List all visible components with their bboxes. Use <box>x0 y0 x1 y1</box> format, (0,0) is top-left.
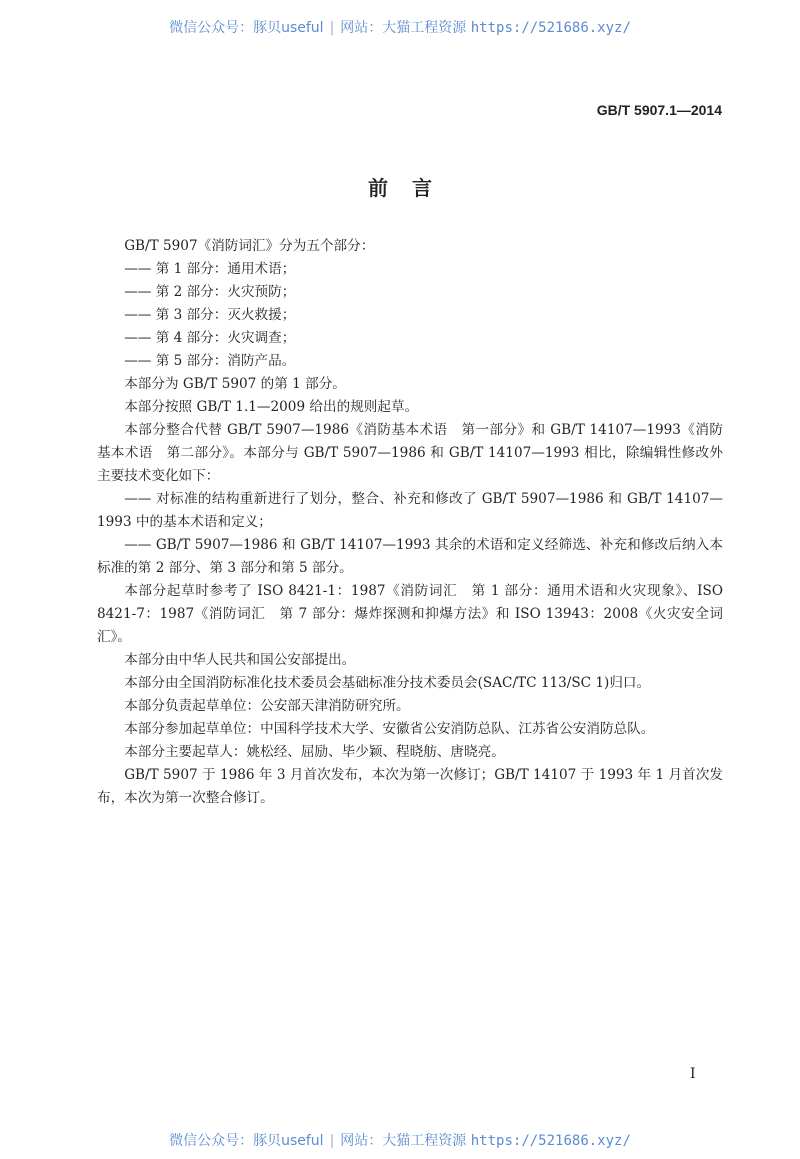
list-item: —— 第 1 部分：通用术语； <box>124 261 296 277</box>
list-item: —— GB/T 5907—1986 和 GB/T 14107—1993 其余的术语和定义经筛选、补充和修改后纳入本标准的第 2 部分、第 3 部分和第 5 部分。 <box>97 537 723 576</box>
watermark-separator: | <box>329 20 335 36</box>
watermark-site-label: 网站：大猫工程资源 <box>340 20 467 36</box>
page-title: 前言 <box>368 176 456 200</box>
standard-number: GB/T 5907.1—2014 <box>596 102 722 118</box>
paragraph: 本部分起草时参考了 ISO 8421-1：1987《消防词汇 第 1 部分：通用术语和火灾现象》、ISO 8421-7：1987《消防词汇 第 7 部分：爆炸探测和抑爆方法》和 ISO 13943：2008《火灾安全词汇》。 <box>97 583 723 645</box>
list-item: —— 第 5 部分：消防产品。 <box>124 353 296 369</box>
paragraph: 本部分整合代替 GB/T 5907—1986《消防基本术语 第一部分》和 GB/T 14107—1993《消防基本术语 第二部分》。本部分与 GB/T 5907—1986 和 GB/T 14107—1993 相比，除编辑性修改外主要技术变化如下： <box>97 422 723 484</box>
paragraph: 本部分为 GB/T 5907 的第 1 部分。 <box>124 376 346 392</box>
list-item: —— 第 3 部分：灭火救援； <box>124 307 296 323</box>
paragraph: 本部分由全国消防标准化技术委员会基础标准分技术委员会(SAC/TC 113/SC 1)归口。 <box>124 675 651 691</box>
paragraph: 本部分主要起草人：姚松经、屈励、毕少颖、程晓舫、唐晓亮。 <box>124 744 505 760</box>
paragraph: 本部分由中华人民共和国公安部提出。 <box>124 652 356 668</box>
paragraph: GB/T 5907《消防词汇》分为五个部分： <box>124 238 375 254</box>
paragraph: 本部分参加起草单位：中国科学技术大学、安徽省公安消防总队、江苏省公安消防总队。 <box>124 721 655 737</box>
list-item: —— 第 4 部分：火灾调查； <box>124 330 296 346</box>
paragraph: 本部分按照 GB/T 1.1—2009 给出的规则起草。 <box>124 399 419 415</box>
watermark-url[interactable]: https://521686.xyz/ <box>470 1133 631 1149</box>
watermark-top <box>0 17 800 37</box>
page-number: I <box>690 1066 696 1082</box>
paragraph: GB/T 5907 于 1986 年 3 月首次发布，本次为第一次修订；GB/T 14107 于 1993 年 1 月首次发布，本次为第一次整合修订。 <box>97 767 723 806</box>
watermark-wechat: 微信公众号：豚贝useful <box>169 20 324 36</box>
watermark-separator: | <box>329 1133 335 1149</box>
watermark-site-label: 网站：大猫工程资源 <box>340 1133 467 1149</box>
list-item: —— 第 2 部分：火灾预防； <box>124 284 296 300</box>
document-body <box>97 235 723 810</box>
paragraph: 本部分负责起草单位：公安部天津消防研究所。 <box>124 698 410 714</box>
watermark-url[interactable]: https://521686.xyz/ <box>470 20 631 36</box>
watermark-bottom <box>0 1130 800 1150</box>
list-item: —— 对标准的结构重新进行了划分，整合、补充和修改了 GB/T 5907—1986 和 GB/T 14107—1993 中的基本术语和定义； <box>97 491 723 530</box>
watermark-wechat: 微信公众号：豚贝useful <box>169 1133 324 1149</box>
